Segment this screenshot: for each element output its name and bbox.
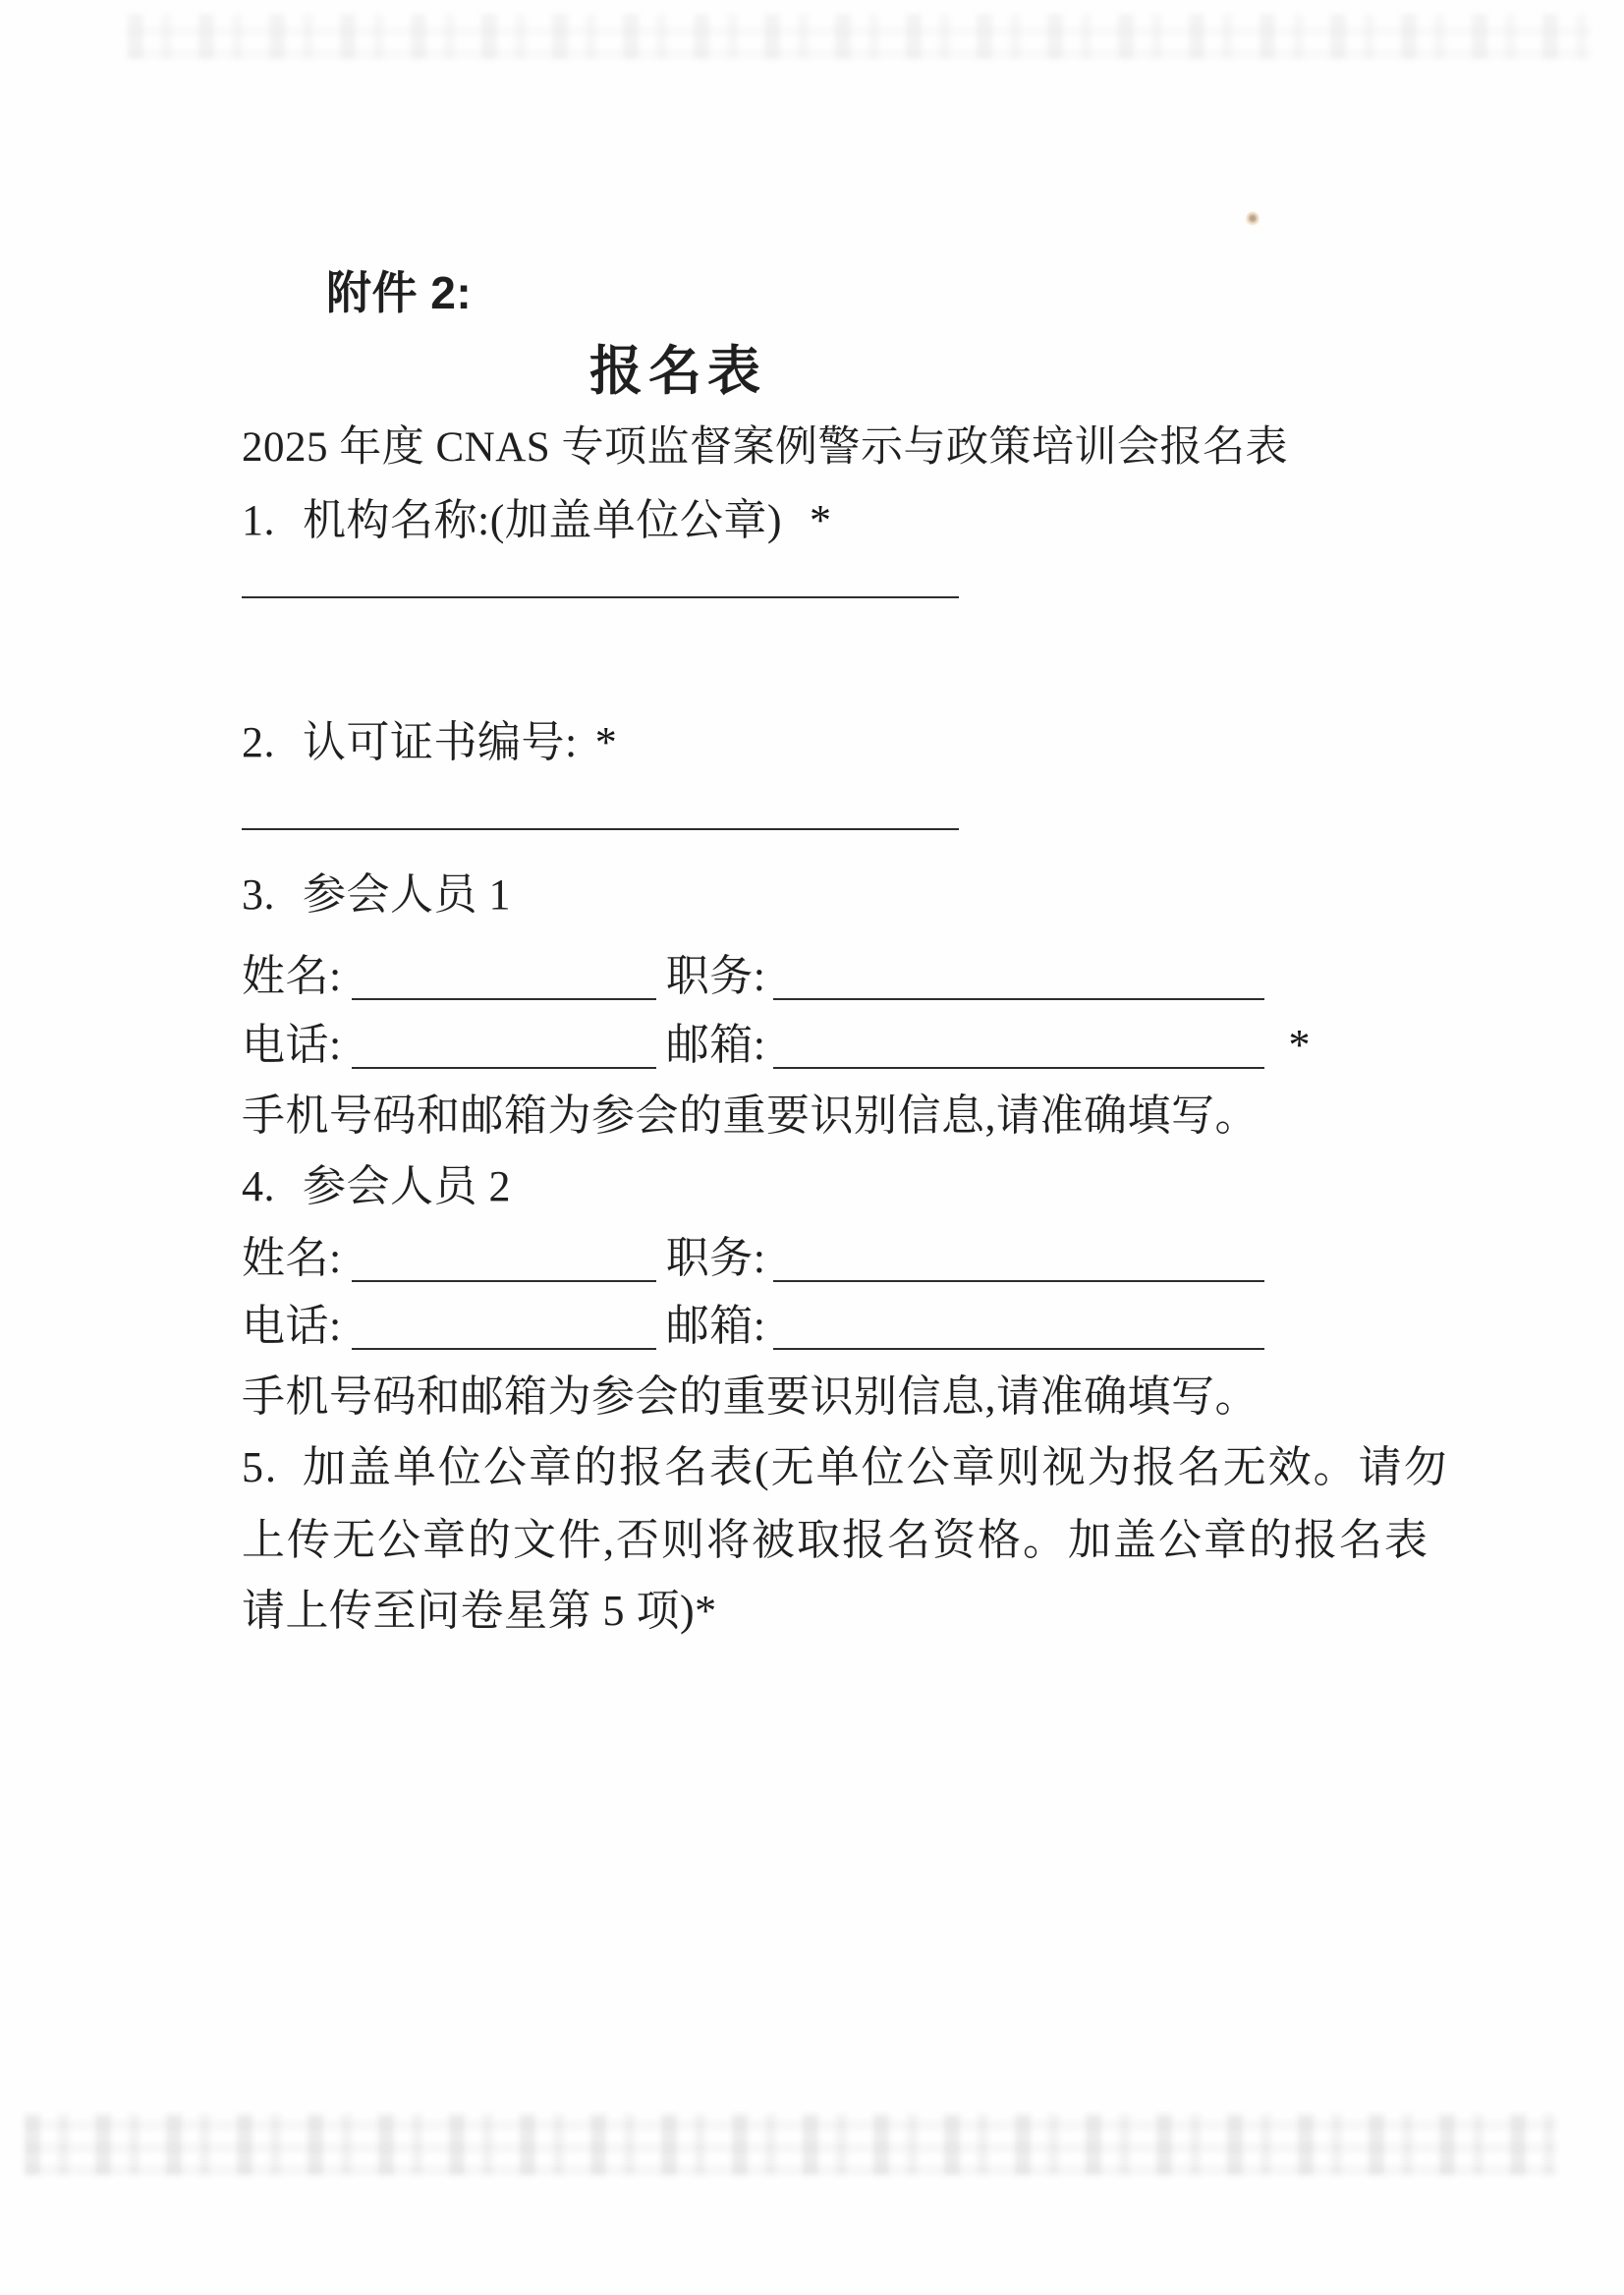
position-blank	[773, 1270, 1264, 1282]
item-number: 1.	[242, 496, 275, 544]
item-stamp-line-3: 请上传至问卷星第 5 项)*	[242, 1587, 717, 1635]
item-number: 5.	[242, 1443, 278, 1491]
required-asterisk: *	[810, 496, 832, 544]
attachment-label: 附件 2:	[326, 267, 473, 318]
participant-2-contact-row	[242, 1301, 1264, 1352]
email-label: 邮箱:	[665, 1021, 766, 1069]
scan-speck	[1246, 211, 1260, 227]
required-asterisk: *	[594, 718, 618, 766]
item-label: 加盖单位公章的报名表(无单位公章则视为报名无效。请勿	[303, 1443, 1449, 1491]
item-label: 机构名称:(加盖单位公章)	[303, 496, 783, 544]
name-label: 姓名:	[242, 1234, 342, 1282]
scan-bleed-artifact-top	[128, 14, 1592, 59]
name-label: 姓名:	[242, 952, 342, 1000]
participant-1-heading	[242, 869, 511, 921]
position-label: 职务:	[665, 952, 766, 1000]
item-stamp-line-2: 上传无公章的文件,否则将被取报名资格。加盖公章的报名表	[242, 1516, 1429, 1564]
item-number: 4.	[242, 1162, 275, 1210]
email-required-asterisk: *	[1288, 1021, 1311, 1069]
item-label: 认可证书编号:	[303, 718, 578, 766]
participant-2-heading	[242, 1161, 511, 1212]
email-blank	[773, 1338, 1264, 1350]
item-number: 3.	[242, 870, 275, 919]
participant-1-contact-row	[242, 1020, 1311, 1071]
item-label: 参会人员 2	[303, 1162, 511, 1210]
email-label: 邮箱:	[665, 1302, 766, 1350]
item-org-name	[242, 495, 832, 546]
item-number: 2.	[242, 718, 275, 766]
cert-no-blank-line	[242, 828, 959, 830]
page-title: 报名表	[589, 342, 766, 401]
name-blank	[352, 988, 656, 1000]
form-subtitle: 2025 年度 CNAS 专项监督案例警示与政策培训会报名表	[242, 424, 1288, 471]
position-label: 职务:	[665, 1234, 766, 1282]
phone-blank	[352, 1338, 656, 1350]
participant-2-note: 手机号码和邮箱为参会的重要识别信息,请准确填写。	[242, 1372, 1259, 1421]
phone-label: 电话:	[242, 1302, 342, 1350]
position-blank	[773, 988, 1264, 1000]
participant-1-name-row	[242, 951, 1264, 1002]
participant-2-name-row	[242, 1233, 1264, 1284]
scan-bleed-artifact-bottom	[25, 2114, 1557, 2175]
name-blank	[352, 1270, 656, 1282]
phone-label: 电话:	[242, 1021, 342, 1069]
item-cert-no	[242, 717, 617, 768]
participant-1-note: 手机号码和邮箱为参会的重要识别信息,请准确填写。	[242, 1092, 1259, 1140]
item-stamp-line-1	[242, 1442, 1449, 1493]
email-blank	[773, 1057, 1264, 1069]
org-name-blank-line	[242, 596, 959, 598]
phone-blank	[352, 1057, 656, 1069]
item-label: 参会人员 1	[303, 870, 511, 919]
